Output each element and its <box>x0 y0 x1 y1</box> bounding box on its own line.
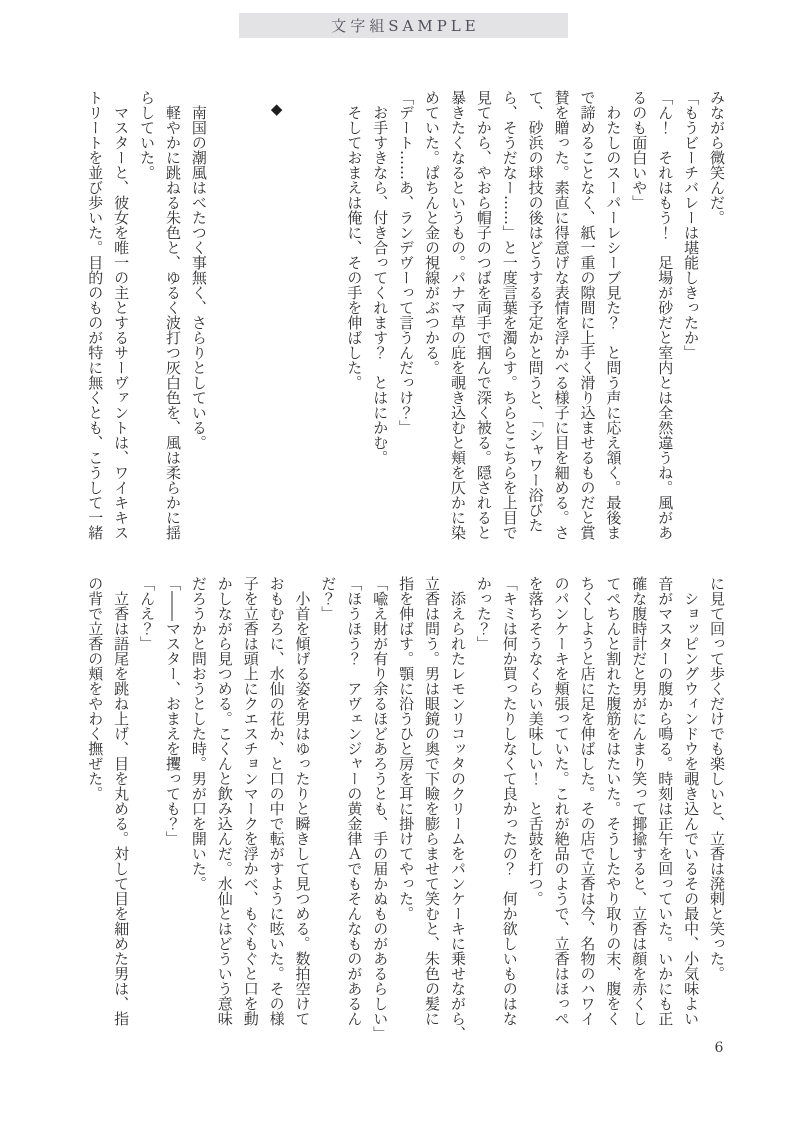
scene-break-diamond: ◆ <box>267 100 286 118</box>
text-line: 軽やかに跳ねる朱色と、ゆるく波打つ灰白色を、風は柔らかに揺 <box>163 90 182 540</box>
text-line: わたしのスーパーレシーブ見た？ と問う声に応え頷く。最後ま <box>604 90 623 540</box>
text-line: 立香は問う。男は眼鏡の奥で下瞼を膨らませて笑むと、朱色の髪に <box>423 576 442 1026</box>
text-line: 小首を傾げる姿を男はゆったりと瞬きして見つめる。数拍空けて <box>293 576 312 1026</box>
text-line: らしていた。 <box>138 90 157 180</box>
lower-text-block <box>81 576 729 1046</box>
text-line: 「ん！ それはもう！ 足場が砂だと室内とは全然違うね。風があ <box>656 90 675 540</box>
text-line: 「ほうほう？ アヴェンジャーの黄金律Ａでもそんなものがあるん <box>345 576 364 1026</box>
text-line: かった？」 <box>474 576 493 651</box>
text-line: おもむろに、水仙の花か、と口の中で転がすように呟いた。その様 <box>267 576 286 1026</box>
text-line: マスターと、彼女を唯一の主とするサーヴァントは、ワイキキス <box>112 90 131 540</box>
text-line: だ？」 <box>319 576 338 621</box>
text-line: ちくしようと店に足を伸ばした。その店で立香は今、名物のハワイ <box>578 576 597 1026</box>
upper-text-block <box>81 90 729 560</box>
text-line: だろうかと問おうとした時。男が口を開いた。 <box>189 576 208 891</box>
text-line: めていた。ぱちんと金の視線がぶつかる。 <box>423 90 442 375</box>
text-line: の背で立香の頬をやわく撫ぜた。 <box>86 576 105 801</box>
text-line: みながら微笑んだ。 <box>708 90 726 225</box>
text-line: 見てから、やおら帽子のつばを両手で掴んで深く被る。隠されると <box>474 90 493 540</box>
text-line: 賛を贈った。素直に得意げな表情を浮かべる様子に目を細める。さ <box>552 90 571 540</box>
text-line: 「喩え財が有り余るほどあろうとも、手の届かぬものがあるらしい」 <box>371 576 390 1041</box>
blank-line <box>289 90 315 560</box>
text-line: 南国の潮風はべたつく事無く、さらりとしている。 <box>189 90 208 450</box>
text-line: 暴きたくなるというもの。パナマ草の庇を覗き込むと頬を仄かに染 <box>448 90 467 540</box>
text-line: そしておまえは俺に、その手を伸ばした。 <box>345 90 364 390</box>
text-line: 「んえ？」 <box>138 576 157 651</box>
text-line: るのも面白いや」 <box>630 90 649 210</box>
text-line: 確な腹時計だと男がにんまり笑って揶揄すると、立香は顔を赤くし <box>630 576 649 1026</box>
text-line: てぺちんと割れた腹筋をはたいた。そうしたやり取りの末、腹をく <box>604 576 623 1026</box>
blank-line <box>315 90 341 560</box>
text-line: お手すきなら、付き合ってくれます？ とはにかむ。 <box>371 90 390 465</box>
text-line: トリートを並び歩いた。目的のものが特に無くとも、こうして一緒 <box>86 90 105 540</box>
text-line: 立香は語尾を跳ね上げ、目を丸める。対して目を細めた男は、指 <box>112 576 131 1026</box>
sample-header-title: 文字組SAMPLE <box>331 17 480 35</box>
blank-line <box>237 90 263 560</box>
page-number: 6 <box>714 1040 724 1056</box>
text-line: のパンケーキを頬張っていた。これが絶品のようで、立香はほっぺ <box>552 576 571 1026</box>
text-line: を落ちそうなくらい美味しい！ と舌鼓を打つ。 <box>526 576 545 906</box>
text-line: 「もうビーチバレーは堪能しきったか」 <box>682 90 701 360</box>
text-line: 子を立香は頭上にクエスチョンマークを浮かべ、もぐもぐと口を動 <box>241 576 260 1026</box>
text-line: 「キミは何か買ったりしなくて良かったの？ 何か欲しいものはな <box>500 576 519 1026</box>
sample-header-banner <box>239 13 568 38</box>
text-line: で諦めることなく、紙一重の隙間に上手く滑り込ませるものだと賞 <box>578 90 597 540</box>
blank-line <box>211 90 237 560</box>
text-line: に見て回って歩くだけでも楽しいと、立香は溌剌と笑った。 <box>708 576 726 981</box>
text-line: ら、そうだなー……」と一度言葉を濁らす。ちらとこちらを上目で <box>500 90 519 540</box>
text-line: 指を伸ばす。顎に沿うひと房を耳に掛けてやった。 <box>397 576 416 921</box>
text-line: 「デート……あ、ランデヴーって言うんだっけ？」 <box>397 90 416 435</box>
text-line: 添えられたレモンリコッタのクリームをパンケーキに乗せながら、 <box>448 576 467 1041</box>
text-line: 「――マスター、おまえを攫っても？」 <box>163 576 182 846</box>
text-line: かしながら見つめる。こくんと飲み込んだ。水仙とはどういう意味 <box>215 576 234 1026</box>
text-line: て、砂浜の球技の後はどうする予定かと問うと、「シャワー浴びた <box>526 90 545 533</box>
text-line: ショッピングウィンドウを覗き込んでいるその最中、小気味よい <box>682 576 701 1026</box>
text-line: 音がマスターの腹から鳴る。時刻は正午を回っていた。いかにも正 <box>656 576 675 1026</box>
